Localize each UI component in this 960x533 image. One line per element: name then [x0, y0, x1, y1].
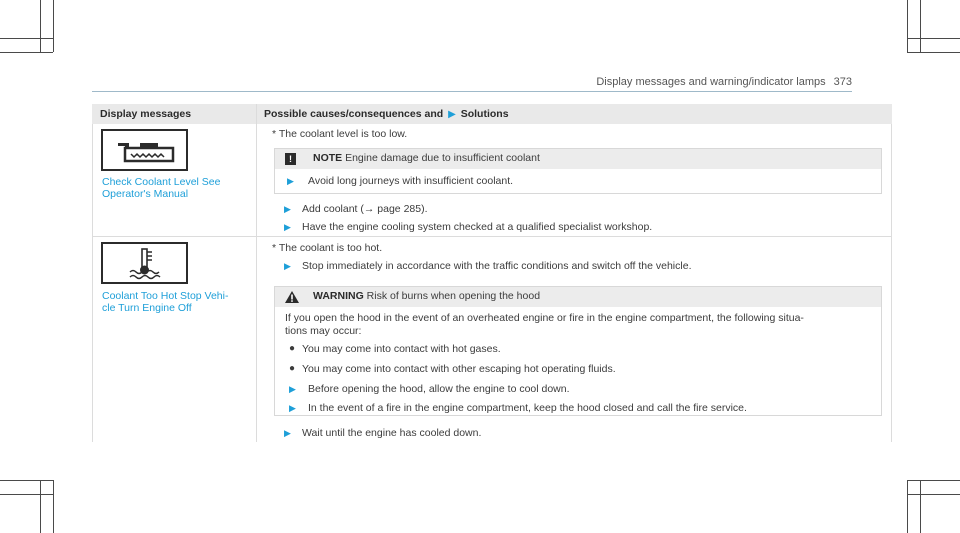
list-item: You may come into contact with other escaping hot operating fluids. [302, 363, 616, 375]
warning-step: In the event of a fire in the engine compartment, keep the hood closed and call the fire service. [308, 402, 747, 414]
crop-mark [0, 480, 53, 481]
list-item: You may come into contact with hot gases. [302, 343, 501, 355]
table-border [92, 124, 93, 442]
bullet-icon: ● [289, 343, 296, 354]
coolant-temperature-icon [103, 244, 186, 282]
header-rule [92, 91, 852, 92]
crop-mark [920, 0, 921, 52]
crop-mark [0, 52, 53, 53]
display-message-coolant-too-hot: Coolant Too Hot Stop Vehi- cle Turn Engine Off [102, 290, 229, 314]
warning-header [275, 287, 881, 307]
column-header-causes-solutions: Possible causes/consequences and ▶ Solutions [264, 108, 509, 120]
column-divider [256, 104, 257, 442]
step-arrow-icon: ▶ [287, 176, 294, 186]
header-title: Display messages and warning/indicator lamps [596, 76, 826, 88]
coolant-temperature-icon-box [101, 242, 188, 284]
step-arrow-icon: ▶ [284, 204, 291, 214]
crop-mark [53, 0, 54, 52]
note-line: NOTE Engine damage due to insufficient coolant [313, 152, 540, 164]
step-arrow-icon: ▶ [289, 384, 296, 394]
note-box [274, 148, 882, 194]
warning-step: Before opening the hood, allow the engine to cool down. [308, 383, 570, 395]
crop-mark [907, 0, 908, 52]
coolant-level-icon [103, 131, 186, 169]
solution-step: Have the engine cooling system checked at a qualified specialist workshop. [302, 221, 653, 233]
crop-mark [907, 52, 960, 53]
running-header [596, 76, 852, 88]
table-header [92, 104, 892, 124]
warning-line: WARNING Risk of burns when opening the hood [313, 290, 541, 302]
crop-mark [40, 0, 41, 52]
crop-mark [53, 480, 54, 533]
solution-step: Wait until the engine has cooled down. [302, 427, 482, 439]
bullet-icon: ● [289, 363, 296, 374]
crop-mark [907, 480, 908, 533]
step-arrow-icon: ▶ [284, 261, 291, 271]
note-header [275, 149, 881, 169]
crop-mark [920, 480, 921, 533]
warning-box [274, 286, 882, 416]
step-arrow-icon: ▶ [448, 109, 456, 120]
step-arrow-icon: ▶ [289, 403, 296, 413]
page-number: 373 [833, 76, 852, 88]
crop-mark [907, 38, 960, 39]
column-header-display-messages: Display messages [100, 108, 192, 120]
solution-step: Stop immediately in accordance with the traffic conditions and switch off the vehicle. [302, 260, 692, 272]
warning-triangle-icon [285, 291, 299, 303]
warning-body: tions may occur: [285, 325, 362, 337]
cause-text: * The coolant level is too low. [272, 128, 408, 140]
crop-mark [40, 480, 41, 533]
crop-mark [907, 494, 960, 495]
step-arrow-icon: ▶ [284, 428, 291, 438]
warning-body: If you open the hood in the event of an overheated engine or fire in the engine compartment, the following situa- [285, 312, 804, 324]
cause-text: * The coolant is too hot. [272, 242, 383, 254]
solution-step: Add coolant (→ page 285). [302, 203, 428, 215]
display-message-check-coolant: Check Coolant Level See Operator's Manual [102, 176, 221, 200]
display-messages-table [92, 104, 892, 442]
note-icon: ! [285, 153, 296, 165]
coolant-level-icon-box [101, 129, 188, 171]
crop-mark [0, 494, 53, 495]
crop-mark [0, 38, 53, 39]
note-step: Avoid long journeys with insufficient coolant. [308, 175, 514, 187]
crop-mark [907, 480, 960, 481]
row-divider [92, 236, 892, 237]
step-arrow-icon: ▶ [284, 222, 291, 232]
table-border [891, 124, 892, 442]
